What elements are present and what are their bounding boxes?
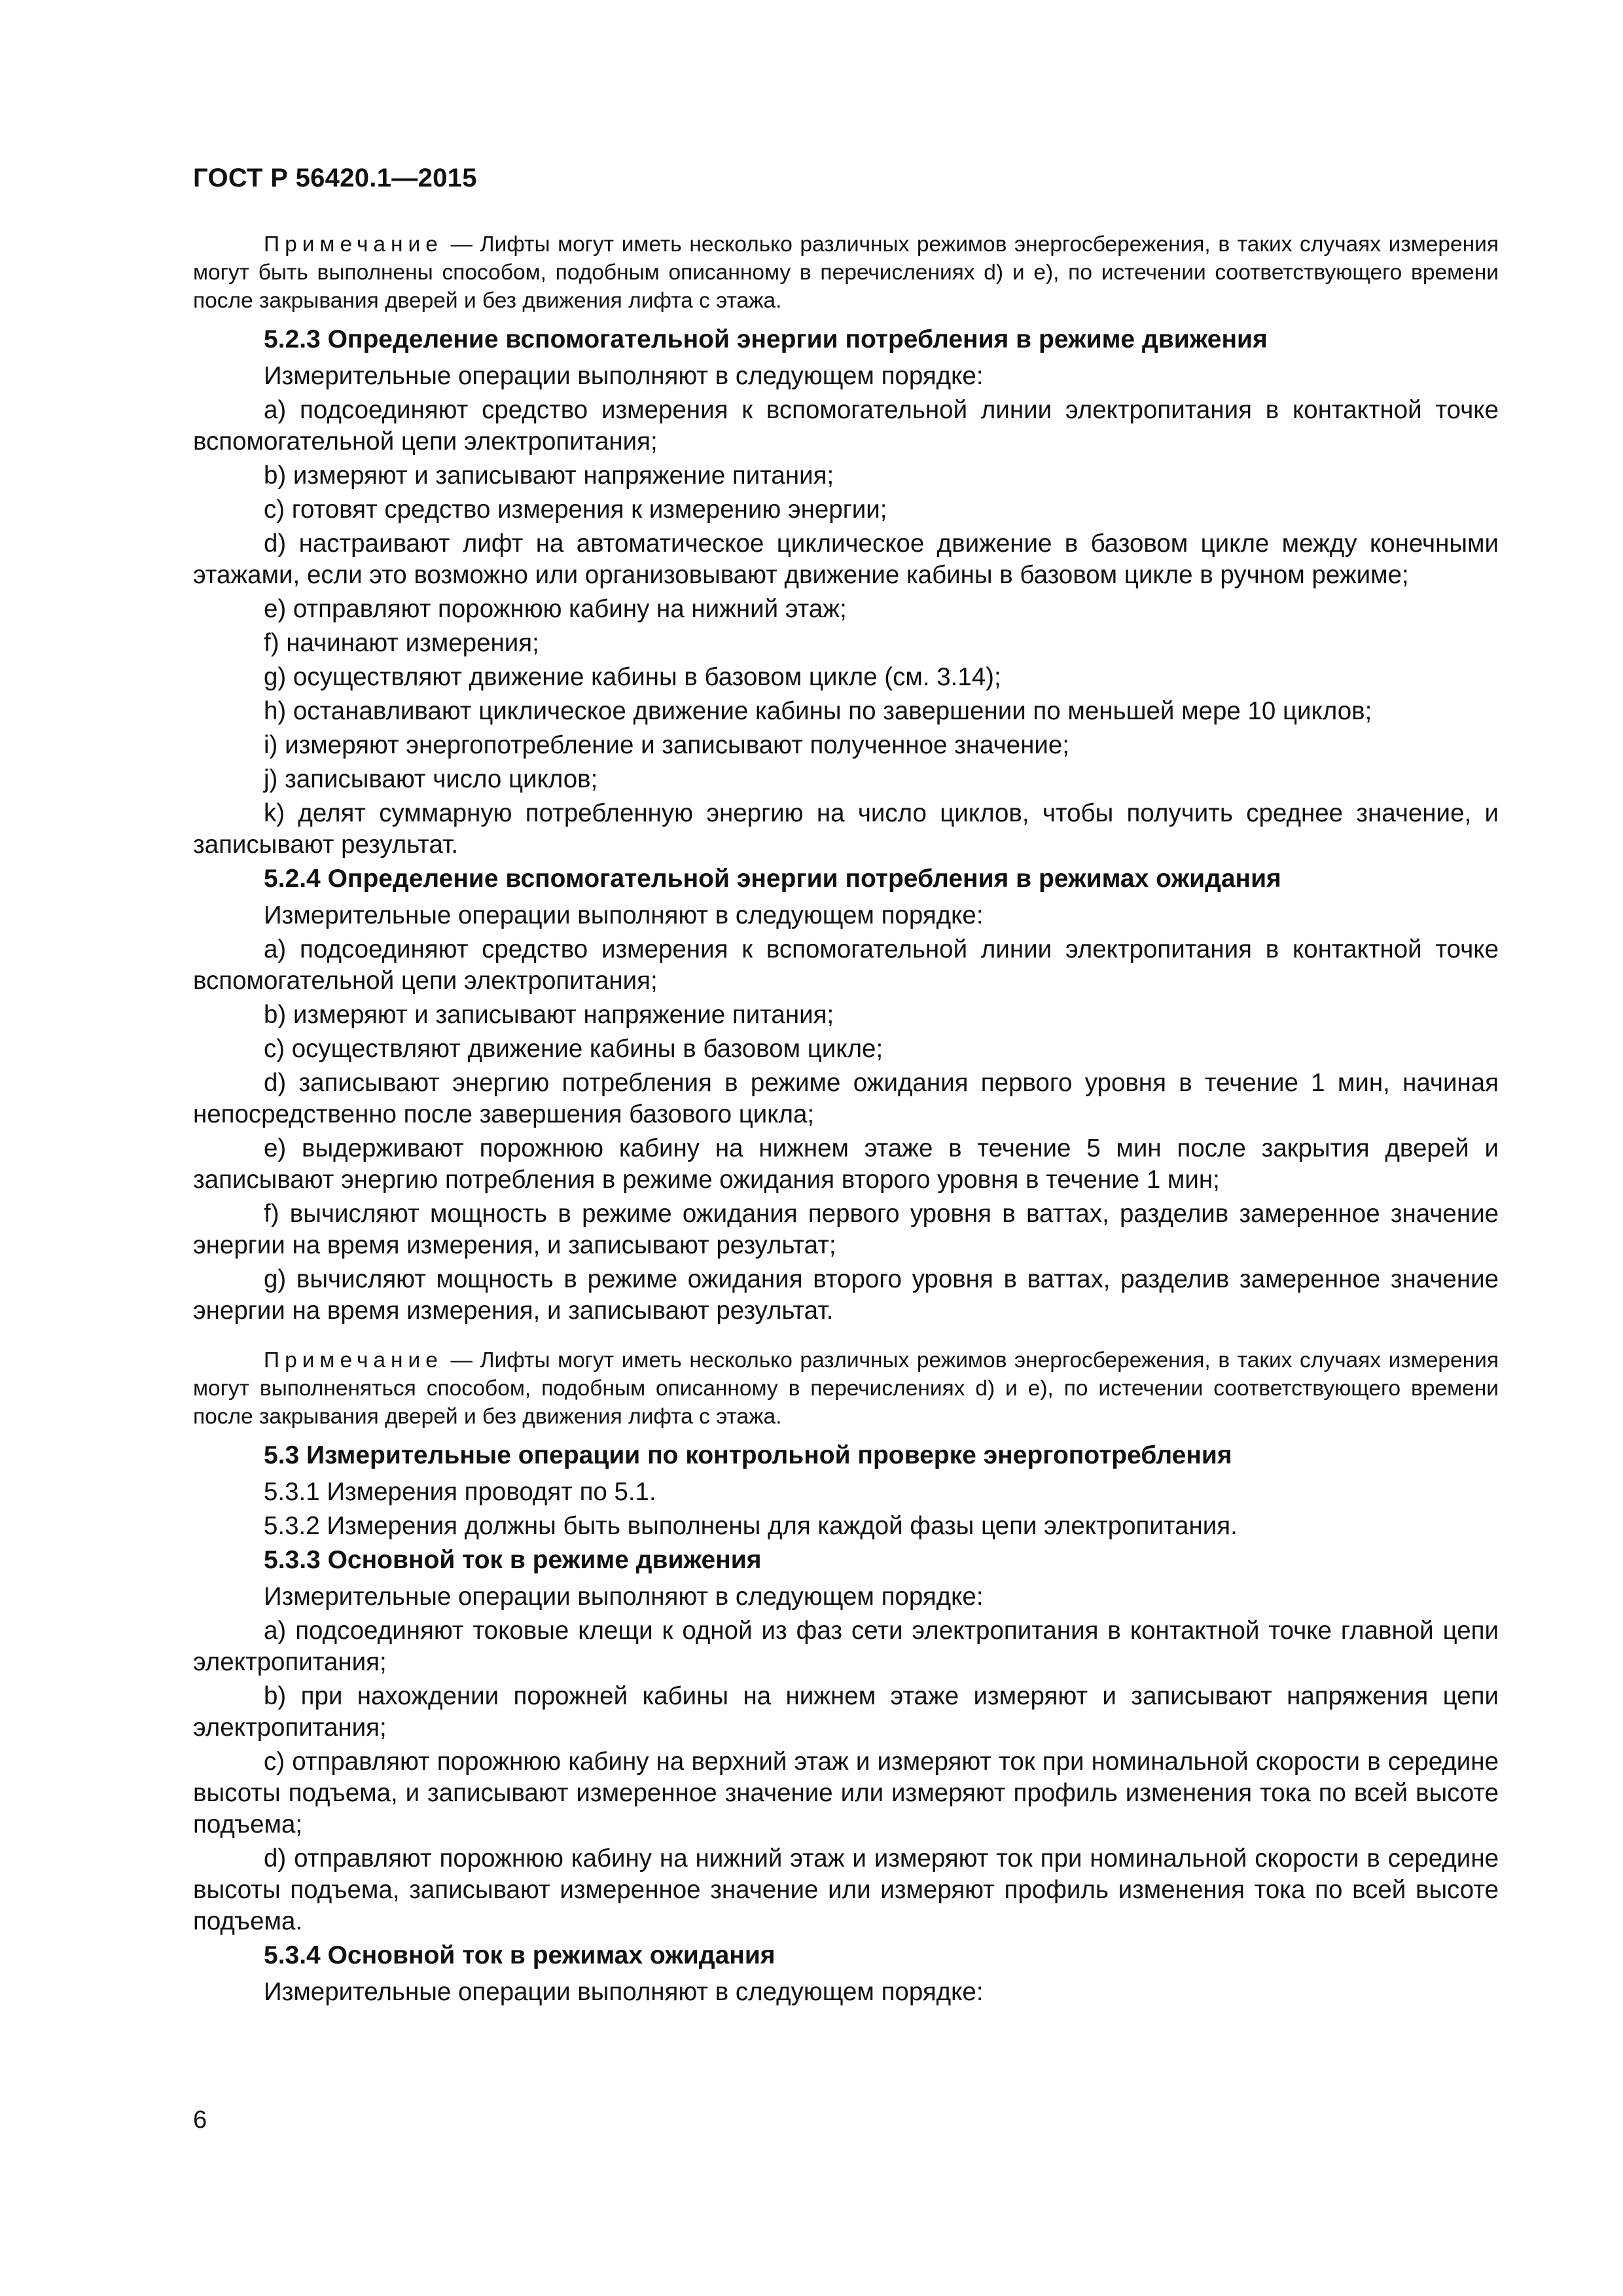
list-item: i) измеряют энергопотребление и записывают полученное значение;	[264, 731, 1069, 759]
list-item: g) осуществляют движение кабины в базовом цикле (см. 3.14);	[264, 663, 1001, 691]
note-text: — Лифты могут иметь несколько различных режимов энергосбережения, в таких случаях измерения могут выполненяться способом, подобным описанному в перечислениях d) и e), по истечении соответствующего времени после закрывания дверей и без движения лифта с этажа.	[193, 1348, 1499, 1429]
list-item: a) подсоединяют средство измерения к вспомогательной линии электропитания в контактной точке вспомогательной цепи электропитания;	[193, 396, 1499, 456]
section-heading-5-3-3: 5.3.3 Основной ток в режиме движения	[264, 1546, 762, 1574]
clause-5-3-1: 5.3.1 Измерения проводят по 5.1.	[264, 1478, 656, 1506]
note-label: Примечание	[264, 1348, 443, 1372]
list-item: f) вычисляют мощность в режиме ожидания первого уровня в ваттах, разделив замеренное значение энергии на время измерения, и записывают результат;	[193, 1200, 1499, 1259]
section-intro: Измерительные операции выполняют в следующем порядке:	[264, 1583, 984, 1611]
list-item: d) настраивают лифт на автоматическое циклическое движение в базовом цикле между конечными этажами, если это возможно или организовывают движение кабины в базовом цикле в ручном режиме;	[193, 529, 1499, 589]
list-item: h) останавливают циклическое движение кабины по завершении по меньшей мере 10 циклов;	[264, 697, 1372, 725]
note-paragraph	[193, 230, 1499, 315]
list-item: d) отправляют порожнюю кабину на нижний этаж и измеряют ток при номинальной скорости в середине высоты подъема, записывают измеренное значение или измеряют профиль изменения тока по всей высоте подъема.	[193, 1844, 1499, 1935]
section-intro: Измерительные операции выполняют в следующем порядке:	[264, 362, 984, 390]
document-body	[193, 223, 1499, 2011]
clause-5-3-2: 5.3.2 Измерения должны быть выполнены для каждой фазы цепи электропитания.	[264, 1512, 1238, 1540]
list-item: b) измеряют и записывают напряжение питания;	[264, 461, 834, 490]
page-number: 6	[193, 2106, 207, 2134]
list-item: e) отправляют порожнюю кабину на нижний этаж;	[264, 595, 847, 623]
list-item: b) при нахождении порожней кабины на нижнем этаже измеряют и записывают напряжения цепи электропитания;	[193, 1682, 1499, 1742]
list-item: f) начинают измерения;	[264, 629, 539, 657]
document-id: ГОСТ Р 56420.1—2015	[193, 164, 477, 192]
list-item: b) измеряют и записывают напряжение питания;	[264, 1001, 834, 1029]
list-item: c) осуществляют движение кабины в базовом цикле;	[264, 1035, 883, 1063]
section-intro: Измерительные операции выполняют в следующем порядке:	[264, 901, 984, 929]
list-item: a) подсоединяют средство измерения к вспомогательной линии электропитания в контактной точке вспомогательной цепи электропитания;	[193, 935, 1499, 995]
note-text: — Лифты могут иметь несколько различных режимов энергосбережения, в таких случаях измерения могут быть выполнены способом, подобным описанному в перечислениях d) и e), по истечении соответствующего времени после закрывания дверей и без движения лифта с этажа.	[193, 232, 1499, 313]
list-item: j) записывают число циклов;	[264, 765, 598, 793]
section-heading-5-2-4: 5.2.4 Определение вспомогательной энергии потребления в режимах ожидания	[264, 865, 1281, 893]
list-item: c) отправляют порожнюю кабину на верхний этаж и измеряют ток при номинальной скорости в середине высоты подъема, и записывают измеренное значение или измеряют профиль изменения тока по всей высоте подъема;	[193, 1748, 1499, 1839]
section-heading-5-3: 5.3 Измерительные операции по контрольной проверке энергопотребления	[264, 1441, 1232, 1469]
list-item: a) подсоединяют токовые клещи к одной из фаз сети электропитания в контактной точке главной цепи электропитания;	[193, 1617, 1499, 1676]
section-intro: Измерительные операции выполняют в следующем порядке:	[264, 1978, 984, 2006]
note-label: Примечание	[264, 232, 443, 257]
note-paragraph	[193, 1346, 1499, 1431]
section-heading-5-3-4: 5.3.4 Основной ток в режимах ожидания	[264, 1941, 776, 1969]
section-heading-5-2-3: 5.2.3 Определение вспомогательной энергии потребления в режиме движения	[264, 325, 1268, 353]
list-item: g) вычисляют мощность в режиме ожидания второго уровня в ваттах, разделив замеренное значение энергии на время измерения, и записывают результат.	[193, 1265, 1499, 1325]
list-item: d) записывают энергию потребления в режиме ожидания первого уровня в течение 1 мин, начиная непосредственно после завершения базового цикла;	[193, 1069, 1499, 1128]
list-item: k) делят суммарную потребленную энергию на число циклов, чтобы получить среднее значение, и записывают результат.	[193, 799, 1499, 859]
list-item: c) готовят средство измерения к измерению энергии;	[264, 495, 887, 524]
list-item: e) выдерживают порожнюю кабину на нижнем этаже в течение 5 мин после закрытия дверей и записывают энергию потребления в режиме ожидания второго уровня в течение 1 мин;	[193, 1134, 1499, 1194]
